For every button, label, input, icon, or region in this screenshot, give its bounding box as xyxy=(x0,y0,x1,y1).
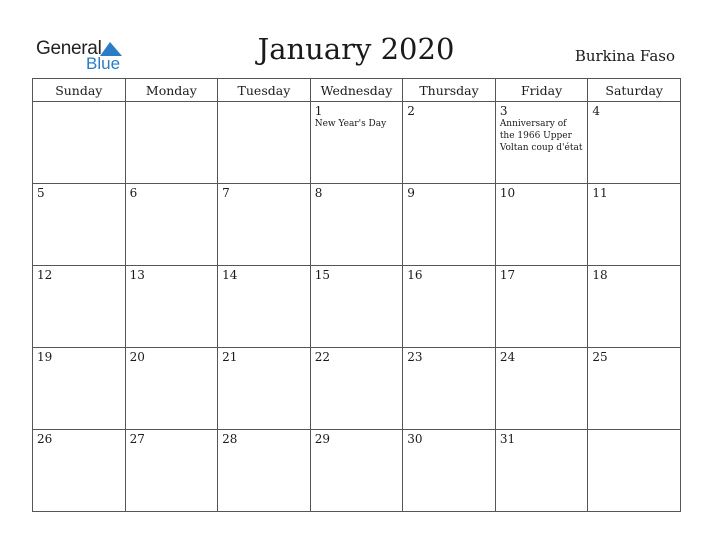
day-number: 31 xyxy=(499,432,516,446)
day-number: 16 xyxy=(407,268,423,282)
day-number: 5 xyxy=(37,186,45,200)
holiday-label: New Year's Day xyxy=(314,119,387,129)
day-number: 3 xyxy=(499,104,508,118)
weekday-tuesday: Tuesday xyxy=(218,79,311,102)
day-cell xyxy=(218,102,311,184)
day-number: 12 xyxy=(37,268,53,282)
day-number: 23 xyxy=(407,350,423,364)
day-number: 2 xyxy=(407,104,415,118)
day-number: 26 xyxy=(37,432,53,446)
day-number: 11 xyxy=(592,186,608,200)
day-cell xyxy=(495,348,588,430)
day-cell xyxy=(125,430,218,512)
day-cell xyxy=(310,266,403,348)
holiday-label: Anniversary of the 1966 Upper Voltan coup d'état xyxy=(499,119,583,153)
country-name: Burkina Faso xyxy=(574,47,675,65)
logo-general-text: General xyxy=(36,38,102,59)
day-number: 10 xyxy=(499,186,516,200)
week-row xyxy=(33,348,681,430)
day-number: 29 xyxy=(314,432,330,446)
day-number: 15 xyxy=(314,268,330,282)
week-row xyxy=(33,266,681,348)
day-cell xyxy=(218,184,311,266)
day-cell xyxy=(310,348,403,430)
calendar-grid xyxy=(32,78,681,512)
day-cell xyxy=(310,184,403,266)
day-cell xyxy=(33,430,126,512)
weekday-friday: Friday xyxy=(495,79,588,102)
day-number: 14 xyxy=(222,268,238,282)
week-row xyxy=(33,102,681,184)
day-cell xyxy=(125,102,218,184)
day-cell xyxy=(125,348,218,430)
day-number: 28 xyxy=(222,432,238,446)
day-number: 27 xyxy=(129,432,145,446)
day-cell xyxy=(218,266,311,348)
day-cell xyxy=(588,430,681,512)
day-number: 21 xyxy=(222,350,238,364)
day-number: 1 xyxy=(314,104,323,118)
day-number: 22 xyxy=(314,350,330,364)
logo-blue-text: Blue xyxy=(86,54,121,73)
weekday-monday: Monday xyxy=(125,79,218,102)
day-number: 18 xyxy=(592,268,608,282)
day-number: 9 xyxy=(407,186,415,200)
day-cell xyxy=(218,430,311,512)
day-cell xyxy=(588,102,681,184)
day-cell xyxy=(403,266,496,348)
calendar-title: January 2020 xyxy=(257,32,455,66)
day-number: 8 xyxy=(314,186,323,200)
day-number: 17 xyxy=(499,268,516,282)
day-cell xyxy=(403,102,496,184)
day-cell xyxy=(588,184,681,266)
weekday-wednesday: Wednesday xyxy=(310,79,403,102)
day-number: 24 xyxy=(499,350,516,364)
day-cell xyxy=(33,184,126,266)
day-number: 20 xyxy=(129,350,145,364)
day-cell xyxy=(125,266,218,348)
day-cell xyxy=(588,348,681,430)
week-row xyxy=(33,430,681,512)
day-number: 6 xyxy=(129,186,138,200)
day-cell xyxy=(495,266,588,348)
day-cell xyxy=(403,184,496,266)
day-number: 19 xyxy=(37,350,53,364)
day-number: 7 xyxy=(222,186,230,200)
day-cell xyxy=(403,348,496,430)
day-cell xyxy=(310,430,403,512)
day-cell xyxy=(495,184,588,266)
weekday-header-row xyxy=(33,79,681,102)
day-number: 4 xyxy=(592,104,601,118)
day-number: 30 xyxy=(407,432,423,446)
day-cell xyxy=(588,266,681,348)
day-cell xyxy=(403,430,496,512)
day-number: 13 xyxy=(129,268,145,282)
day-cell xyxy=(33,348,126,430)
day-number: 25 xyxy=(592,350,608,364)
day-cell xyxy=(495,102,588,184)
week-row xyxy=(33,184,681,266)
day-cell xyxy=(33,102,126,184)
day-cell xyxy=(310,102,403,184)
day-cell xyxy=(33,266,126,348)
day-cell xyxy=(125,184,218,266)
weekday-thursday: Thursday xyxy=(403,79,496,102)
day-cell xyxy=(495,430,588,512)
day-cell xyxy=(218,348,311,430)
weekday-saturday: Saturday xyxy=(588,79,681,102)
weekday-sunday: Sunday xyxy=(33,79,126,102)
